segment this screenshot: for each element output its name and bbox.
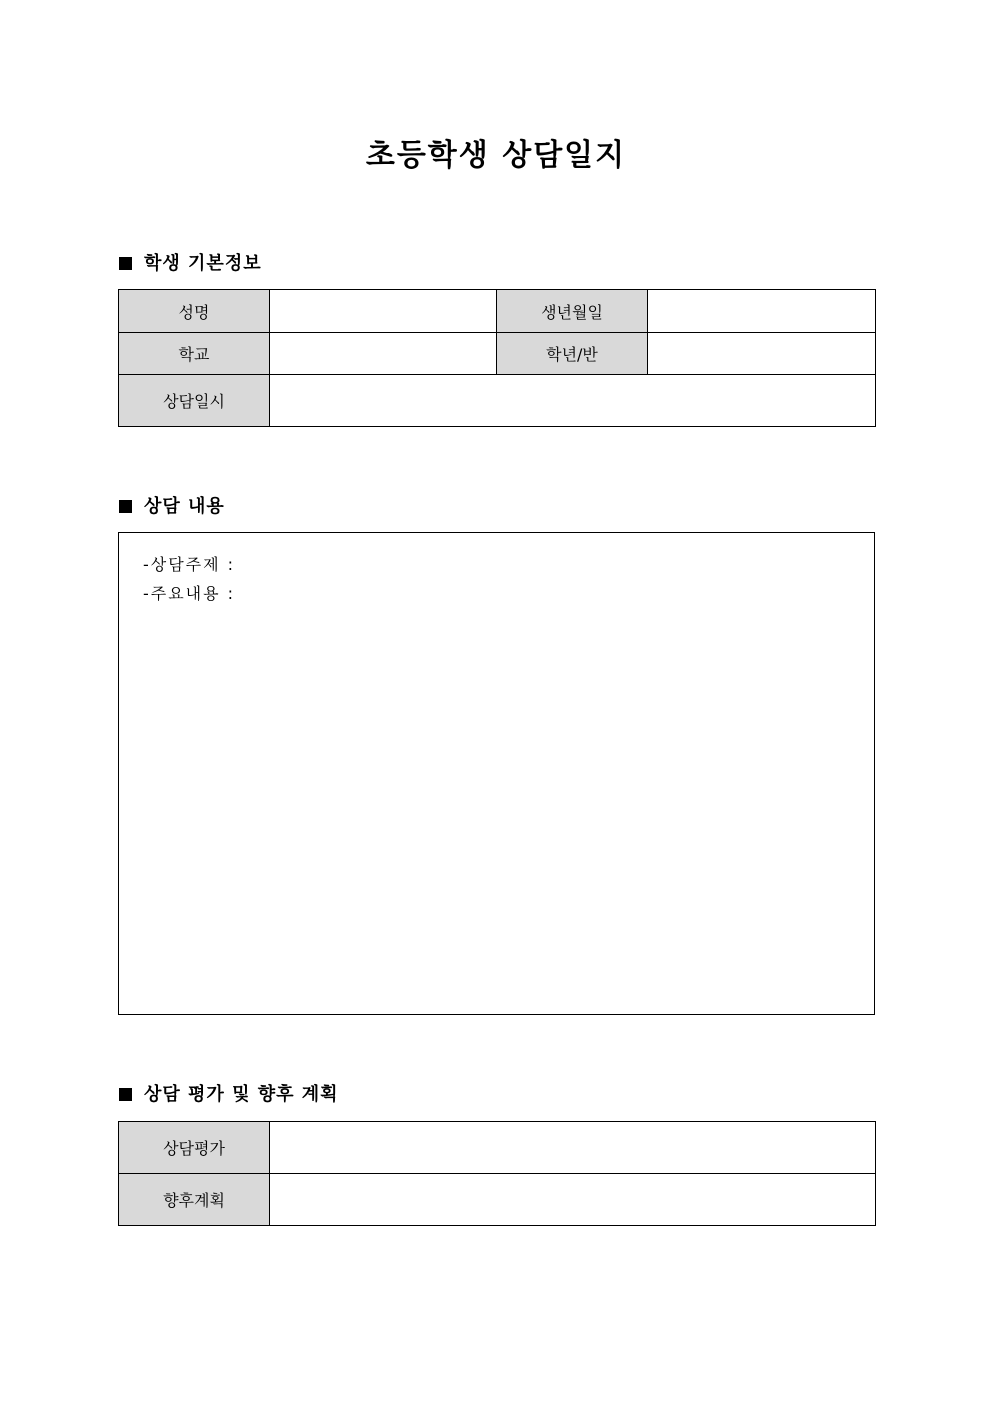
section-heading-basic-info [119,251,262,277]
grade-class-field[interactable] [648,333,876,375]
section-heading-content [119,494,225,520]
grade-class-label: 학년/반 [497,333,648,375]
name-field[interactable] [270,290,497,333]
document-title: 초등학생 상담일지 [365,138,627,173]
counseling-topic-line: -상담주제 : [143,555,236,574]
table-row [119,375,876,427]
evaluation-label: 상담평가 [119,1122,270,1174]
name-label: 성명 [119,290,270,333]
counseling-datetime-field[interactable] [270,375,876,427]
birthdate-field[interactable] [648,290,876,333]
table-row [119,333,876,375]
section-heading-evaluation [119,1082,339,1108]
square-bullet-icon [119,257,132,270]
table-row [119,1122,876,1174]
school-label: 학교 [119,333,270,375]
evaluation-field[interactable] [270,1122,876,1174]
counseling-content-box[interactable] [118,532,875,1015]
school-field[interactable] [270,333,497,375]
table-row [119,1174,876,1226]
section-heading-label: 학생 기본정보 [144,253,262,274]
square-bullet-icon [119,1088,132,1101]
future-plan-field[interactable] [270,1174,876,1226]
basic-info-table [118,289,876,427]
future-plan-label: 향후계획 [119,1174,270,1226]
section-heading-label: 상담 내용 [144,496,225,517]
evaluation-table [118,1121,876,1226]
counseling-datetime-label: 상담일시 [119,375,270,427]
main-content-line: -주요내용 : [143,584,236,603]
square-bullet-icon [119,500,132,513]
section-heading-label: 상담 평가 및 향후 계획 [144,1084,339,1105]
table-row [119,290,876,333]
birthdate-label: 생년월일 [497,290,648,333]
